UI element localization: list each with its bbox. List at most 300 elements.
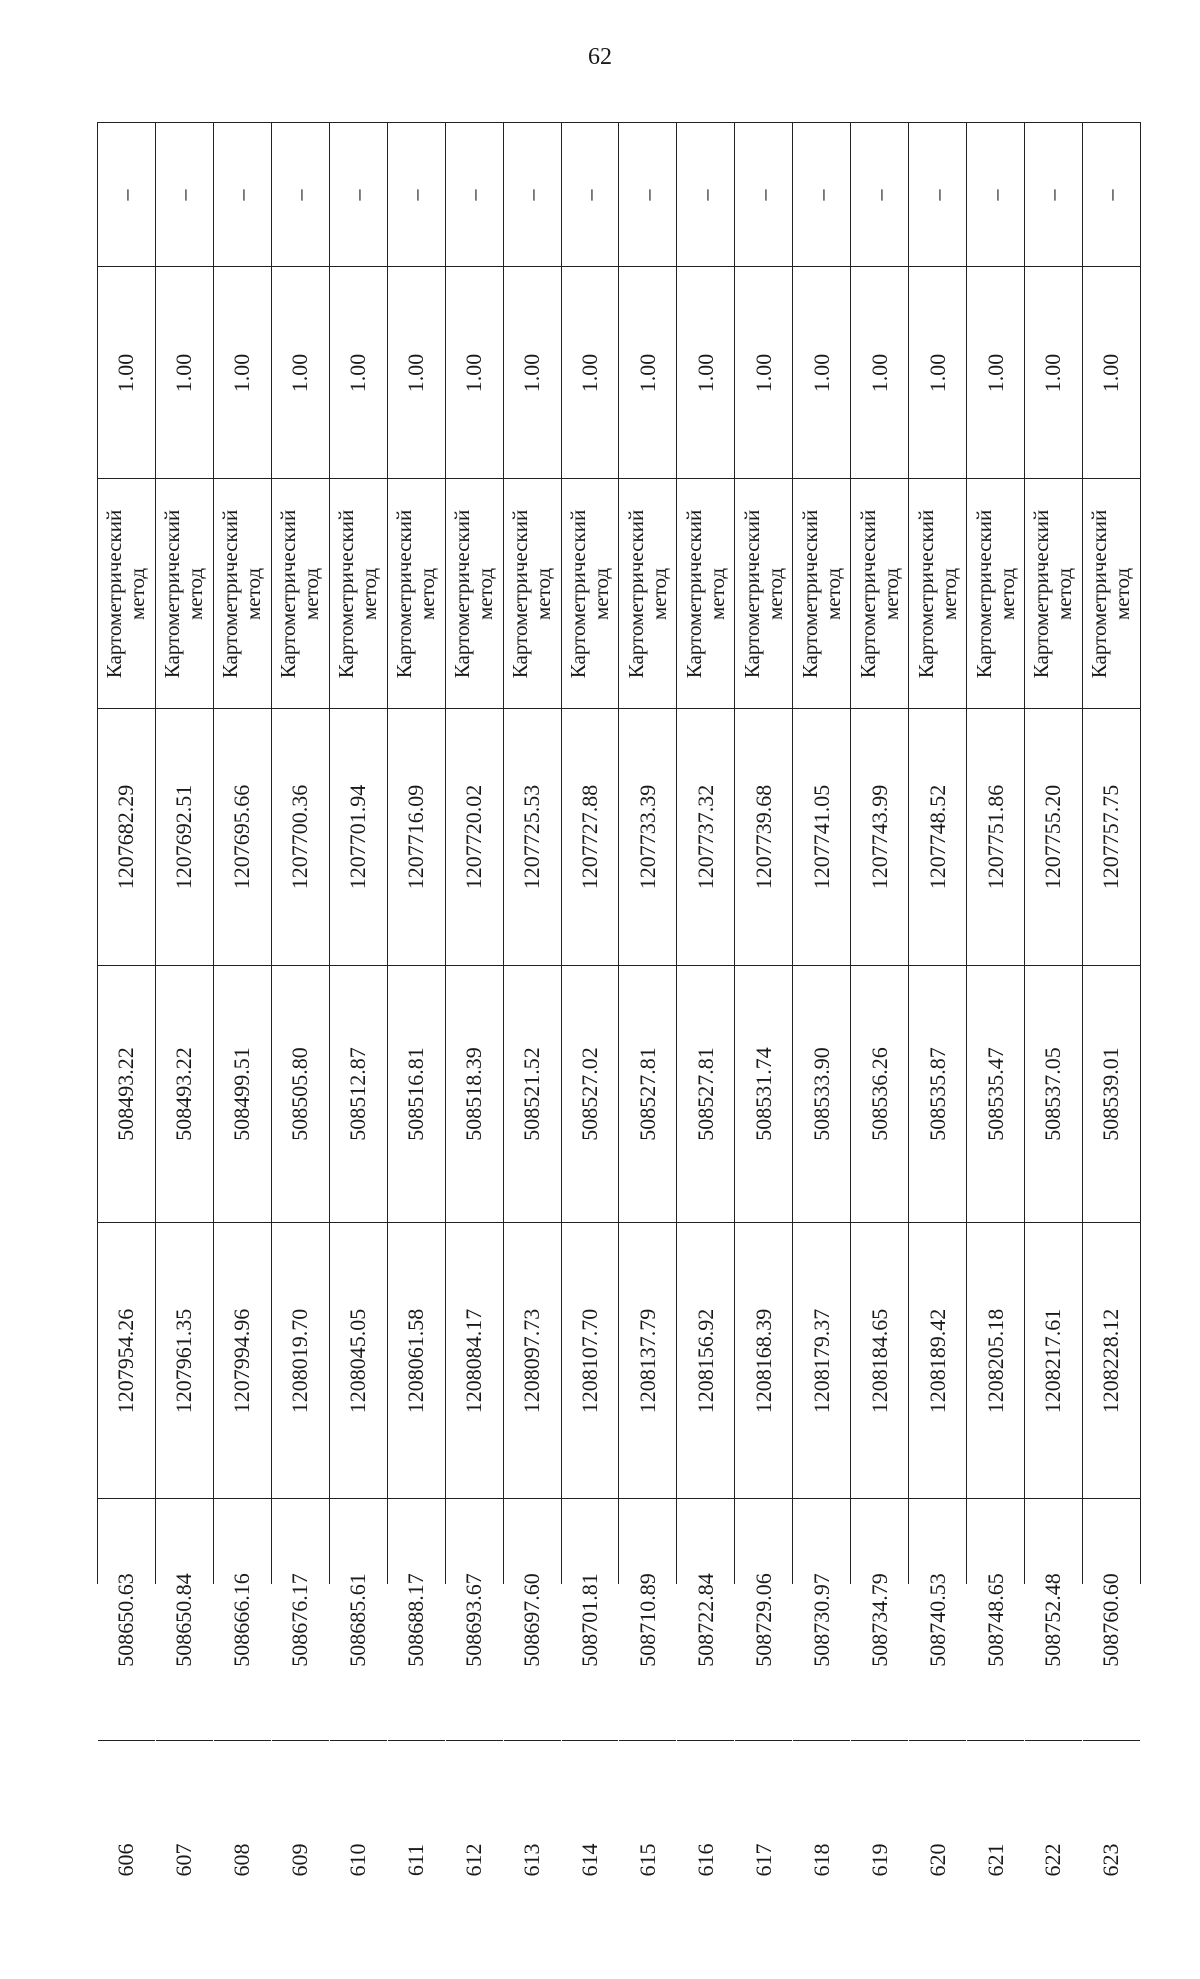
y1-cell (272, 1223, 329, 1499)
method-line-1: Картометрический (218, 509, 243, 678)
x1-cell-text: 508729.06 (750, 1572, 776, 1667)
y1-cell-text: 1208217.61 (1040, 1308, 1066, 1413)
note-cell (619, 123, 676, 267)
precision-cell-text: 1.00 (750, 353, 776, 392)
x2-cell-text: 508531.74 (750, 1047, 776, 1141)
y2-cell (793, 709, 850, 966)
y1-cell (98, 1223, 155, 1499)
y2-cell (1083, 709, 1140, 966)
method-line-1: Картометрический (276, 509, 301, 678)
method-line-2: метод (1110, 567, 1135, 620)
method-line-2: метод (936, 567, 961, 620)
y2-cell (562, 709, 619, 966)
y2-cell (619, 709, 676, 966)
x2-cell-text: 508535.87 (924, 1047, 950, 1141)
x2-cell (793, 966, 850, 1223)
y2-cell (446, 709, 503, 966)
y1-cell-text: 1208107.70 (576, 1308, 602, 1413)
note-cell-text: – (229, 189, 255, 200)
precision-cell-text: 1.00 (403, 353, 429, 392)
y2-cell-text: 1207695.66 (229, 784, 255, 890)
point-number-cell-text: 610 (345, 1843, 371, 1877)
x1-cell-text: 508730.97 (808, 1572, 834, 1667)
x1-cell-text: 508748.65 (982, 1572, 1008, 1667)
note-cell (735, 123, 792, 267)
point-number-cell (330, 1741, 387, 1979)
y2-cell (735, 709, 792, 966)
method-line-2: метод (241, 567, 266, 620)
precision-cell-text: 1.00 (345, 353, 371, 392)
x2-cell-text: 508505.80 (287, 1047, 313, 1141)
precision-cell (272, 267, 329, 479)
method-line-1: Картометрический (565, 509, 590, 678)
y1-cell (446, 1223, 503, 1499)
x2-cell-text: 508512.87 (345, 1047, 371, 1141)
x1-cell-text: 508722.84 (692, 1572, 718, 1667)
point-number-cell (504, 1741, 561, 1979)
precision-cell-text: 1.00 (113, 353, 139, 392)
method-line-2: метод (588, 567, 613, 620)
x1-cell (446, 1499, 503, 1741)
method-line-1: Картометрический (739, 509, 764, 678)
method-line-1: Картометрический (855, 509, 880, 678)
point-number-cell-text: 622 (1040, 1843, 1066, 1877)
y1-cell (214, 1223, 271, 1499)
note-cell (677, 123, 734, 267)
method-cell (1025, 479, 1082, 709)
x1-cell (388, 1499, 445, 1741)
point-number-cell (388, 1741, 445, 1979)
note-cell (330, 123, 387, 267)
method-line-2: метод (183, 567, 208, 620)
x2-cell-text: 508537.05 (1040, 1047, 1066, 1141)
y2-cell-text: 1207757.75 (1098, 784, 1124, 890)
x2-cell-text: 508527.02 (576, 1047, 602, 1141)
x1-cell (735, 1499, 792, 1741)
y1-cell (330, 1223, 387, 1499)
x2-cell-text: 508536.26 (866, 1047, 892, 1141)
y2-cell (330, 709, 387, 966)
note-cell (562, 123, 619, 267)
point-number-cell-text: 607 (171, 1843, 197, 1877)
method-cell (330, 479, 387, 709)
point-number-cell (967, 1741, 1024, 1979)
note-cell (98, 123, 155, 267)
point-number-cell-text: 615 (634, 1843, 660, 1877)
method-cell (98, 479, 155, 709)
note-cell-text: – (692, 189, 718, 200)
table-row (98, 123, 156, 1877)
x1-cell (619, 1499, 676, 1741)
note-cell (214, 123, 271, 267)
method-line-2: метод (762, 567, 787, 620)
method-line-1: Картометрический (1029, 509, 1054, 678)
y2-cell (967, 709, 1024, 966)
y2-cell-text: 1207748.52 (924, 784, 950, 890)
table-row (619, 123, 677, 1877)
y2-cell (504, 709, 561, 966)
x1-cell (214, 1499, 271, 1741)
precision-cell-text: 1.00 (866, 353, 892, 392)
method-line-2: метод (820, 567, 845, 620)
x1-cell-text: 508701.81 (576, 1572, 602, 1667)
x1-cell-text: 508666.16 (229, 1572, 255, 1667)
method-line-2: метод (357, 567, 382, 620)
y2-cell-text: 1207725.53 (519, 784, 545, 890)
point-number-cell-text: 613 (519, 1843, 545, 1877)
method-line-2: метод (473, 567, 498, 620)
x1-cell (851, 1499, 908, 1741)
note-cell (446, 123, 503, 267)
y2-cell-text: 1207733.39 (634, 784, 660, 890)
x1-cell (967, 1499, 1024, 1741)
precision-cell-text: 1.00 (576, 353, 602, 392)
note-cell-text: – (750, 189, 776, 200)
precision-cell-text: 1.00 (982, 353, 1008, 392)
y1-cell-text: 1208061.58 (403, 1308, 429, 1413)
y1-cell (793, 1223, 850, 1499)
x1-cell-text: 508710.89 (634, 1572, 660, 1667)
y2-cell-text: 1207692.51 (171, 784, 197, 890)
y1-cell-text: 1207954.26 (113, 1308, 139, 1413)
x1-cell (330, 1499, 387, 1741)
method-line-2: метод (1052, 567, 1077, 620)
x2-cell (619, 966, 676, 1223)
note-cell-text: – (982, 189, 1008, 200)
x2-cell-text: 508521.52 (519, 1047, 545, 1141)
precision-cell (967, 267, 1024, 479)
point-number-cell-text: 606 (113, 1843, 139, 1877)
table-row (1083, 123, 1141, 1877)
y2-cell-text: 1207739.68 (750, 784, 776, 890)
y2-cell-text: 1207716.09 (403, 784, 429, 890)
x2-cell (504, 966, 561, 1223)
method-line-1: Картометрический (681, 509, 706, 678)
y1-cell (677, 1223, 734, 1499)
x1-cell (504, 1499, 561, 1741)
method-line-1: Картометрический (508, 509, 533, 678)
x1-cell-text: 508734.79 (866, 1572, 892, 1667)
x2-cell-text: 508493.22 (171, 1047, 197, 1141)
method-line-2: метод (531, 567, 556, 620)
note-cell (793, 123, 850, 267)
table-row (214, 123, 272, 1877)
precision-cell (330, 267, 387, 479)
y2-cell-text: 1207751.86 (982, 784, 1008, 890)
method-cell (619, 479, 676, 709)
note-cell-text: – (576, 189, 602, 200)
note-cell-text: – (461, 189, 487, 200)
x1-cell (156, 1499, 213, 1741)
method-cell (851, 479, 908, 709)
table-row (446, 123, 504, 1877)
y1-cell-text: 1208205.18 (982, 1308, 1008, 1413)
method-line-2: метод (646, 567, 671, 620)
x2-cell (156, 966, 213, 1223)
y1-cell-text: 1208168.39 (750, 1308, 776, 1413)
note-cell (851, 123, 908, 267)
method-line-1: Картометрический (971, 509, 996, 678)
method-cell (909, 479, 966, 709)
x1-cell-text: 508676.17 (287, 1572, 313, 1667)
x2-cell (677, 966, 734, 1223)
precision-cell-text: 1.00 (287, 353, 313, 392)
y1-cell (967, 1223, 1024, 1499)
x2-cell (1083, 966, 1140, 1223)
method-line-1: Картометрический (623, 509, 648, 678)
coordinates-table (97, 122, 1141, 1877)
x1-cell-text: 508650.84 (171, 1572, 197, 1667)
y1-cell-text: 1207994.96 (229, 1308, 255, 1413)
point-number-cell-text: 616 (692, 1843, 718, 1877)
point-number-cell-text: 612 (461, 1843, 487, 1877)
x1-cell (909, 1499, 966, 1741)
y1-cell-text: 1208189.42 (924, 1308, 950, 1413)
precision-cell-text: 1.00 (229, 353, 255, 392)
precision-cell (677, 267, 734, 479)
y1-cell (156, 1223, 213, 1499)
method-line-1: Картометрический (160, 509, 185, 678)
x2-cell-text: 508499.51 (229, 1047, 255, 1141)
method-line-1: Картометрический (913, 509, 938, 678)
method-line-2: метод (878, 567, 903, 620)
precision-cell-text: 1.00 (692, 353, 718, 392)
y2-cell-text: 1207741.05 (808, 784, 834, 890)
point-number-cell (851, 1741, 908, 1979)
note-cell (967, 123, 1024, 267)
x2-cell-text: 508527.81 (634, 1047, 660, 1141)
y1-cell (1083, 1223, 1140, 1499)
y1-cell-text: 1208019.70 (287, 1308, 313, 1413)
y1-cell (1025, 1223, 1082, 1499)
method-line-2: метод (415, 567, 440, 620)
method-cell (156, 479, 213, 709)
point-number-cell (1083, 1741, 1140, 1979)
point-number-cell (156, 1741, 213, 1979)
point-number-cell (735, 1741, 792, 1979)
method-line-1: Картометрический (797, 509, 822, 678)
note-cell-text: – (519, 189, 545, 200)
note-cell (272, 123, 329, 267)
table-row (851, 123, 909, 1877)
precision-cell-text: 1.00 (808, 353, 834, 392)
method-cell (793, 479, 850, 709)
y2-cell-text: 1207727.88 (576, 784, 602, 890)
y1-cell-text: 1208184.65 (866, 1308, 892, 1413)
x1-cell-text: 508760.60 (1098, 1572, 1124, 1667)
table-row (156, 123, 214, 1877)
y1-cell-text: 1208097.73 (519, 1308, 545, 1413)
x1-cell (793, 1499, 850, 1741)
y1-cell-text: 1207961.35 (171, 1308, 197, 1413)
precision-cell-text: 1.00 (1040, 353, 1066, 392)
point-number-cell (446, 1741, 503, 1979)
point-number-cell-text: 608 (229, 1843, 255, 1877)
y2-cell (214, 709, 271, 966)
point-number-cell (677, 1741, 734, 1979)
x1-cell (562, 1499, 619, 1741)
y2-cell-text: 1207737.32 (692, 784, 718, 890)
note-cell-text: – (287, 189, 313, 200)
page-number: 62 (588, 44, 612, 70)
x2-cell (967, 966, 1024, 1223)
precision-cell (909, 267, 966, 479)
x2-cell (909, 966, 966, 1223)
method-line-2: метод (299, 567, 324, 620)
point-number-cell-text: 621 (982, 1843, 1008, 1877)
y2-cell-text: 1207743.99 (866, 784, 892, 890)
method-line-1: Картометрический (102, 509, 127, 678)
precision-cell (1025, 267, 1082, 479)
method-cell (735, 479, 792, 709)
x1-cell-text: 508697.60 (519, 1572, 545, 1667)
note-cell (156, 123, 213, 267)
point-number-cell-text: 611 (403, 1843, 429, 1877)
point-number-cell-text: 617 (750, 1843, 776, 1877)
precision-cell (214, 267, 271, 479)
method-cell (388, 479, 445, 709)
note-cell-text: – (924, 189, 950, 200)
method-line-1: Картометрический (392, 509, 417, 678)
y1-cell (735, 1223, 792, 1499)
note-cell-text: – (866, 189, 892, 200)
x2-cell-text: 508539.01 (1098, 1047, 1124, 1141)
table-row (330, 123, 388, 1877)
point-number-cell-text: 619 (866, 1843, 892, 1877)
y1-cell-text: 1208179.37 (808, 1308, 834, 1413)
y2-cell (677, 709, 734, 966)
method-cell (214, 479, 271, 709)
note-cell-text: – (808, 189, 834, 200)
note-cell-text: – (1040, 189, 1066, 200)
x1-cell-text: 508752.48 (1040, 1572, 1066, 1667)
x1-cell (272, 1499, 329, 1741)
y1-cell-text: 1208156.92 (692, 1308, 718, 1413)
method-cell (272, 479, 329, 709)
x2-cell-text: 508535.47 (982, 1047, 1008, 1141)
x2-cell (851, 966, 908, 1223)
x2-cell (446, 966, 503, 1223)
x2-cell (735, 966, 792, 1223)
table-row (562, 123, 620, 1877)
x2-cell (98, 966, 155, 1223)
point-number-cell (562, 1741, 619, 1979)
y1-cell (619, 1223, 676, 1499)
precision-cell (851, 267, 908, 479)
precision-cell (156, 267, 213, 479)
y2-cell-text: 1207701.94 (345, 784, 371, 890)
note-cell (1083, 123, 1140, 267)
x2-cell (388, 966, 445, 1223)
note-cell-text: – (403, 189, 429, 200)
x1-cell-text: 508685.61 (345, 1572, 371, 1667)
x2-cell-text: 508518.39 (461, 1047, 487, 1141)
point-number-cell (909, 1741, 966, 1979)
y2-cell (1025, 709, 1082, 966)
y2-cell-text: 1207720.02 (461, 784, 487, 890)
note-cell-text: – (634, 189, 660, 200)
method-line-1: Картометрический (1087, 509, 1112, 678)
method-cell (967, 479, 1024, 709)
method-cell (1083, 479, 1140, 709)
table-row (272, 123, 330, 1877)
x1-cell-text: 508693.67 (461, 1572, 487, 1667)
table-row (504, 123, 562, 1877)
precision-cell (388, 267, 445, 479)
y2-cell-text: 1207700.36 (287, 784, 313, 890)
x2-cell-text: 508493.22 (113, 1047, 139, 1141)
precision-cell-text: 1.00 (924, 353, 950, 392)
y2-cell (156, 709, 213, 966)
point-number-cell-text: 614 (576, 1843, 602, 1877)
point-number-cell (98, 1741, 155, 1979)
precision-cell-text: 1.00 (1098, 353, 1124, 392)
table-row (735, 123, 793, 1877)
y2-cell (909, 709, 966, 966)
y2-cell (388, 709, 445, 966)
method-cell (504, 479, 561, 709)
precision-cell-text: 1.00 (461, 353, 487, 392)
note-cell-text: – (171, 189, 197, 200)
note-cell-text: – (345, 189, 371, 200)
y1-cell-text: 1208137.79 (634, 1308, 660, 1413)
x1-cell (1083, 1499, 1140, 1741)
y2-cell-text: 1207755.20 (1040, 784, 1066, 890)
x2-cell-text: 508516.81 (403, 1047, 429, 1141)
table-row (793, 123, 851, 1877)
point-number-cell (214, 1741, 271, 1979)
precision-cell (735, 267, 792, 479)
precision-cell-text: 1.00 (634, 353, 660, 392)
y2-cell-text: 1207682.29 (113, 784, 139, 890)
y1-cell (909, 1223, 966, 1499)
point-number-cell (619, 1741, 676, 1979)
point-number-cell-text: 618 (808, 1843, 834, 1877)
y1-cell (851, 1223, 908, 1499)
table-row (388, 123, 446, 1877)
note-cell (1025, 123, 1082, 267)
point-number-cell-text: 609 (287, 1843, 313, 1877)
x1-cell (1025, 1499, 1082, 1741)
note-cell-text: – (1098, 189, 1124, 200)
point-number-cell (793, 1741, 850, 1979)
y1-cell-text: 1208045.05 (345, 1308, 371, 1413)
method-cell (562, 479, 619, 709)
note-cell (388, 123, 445, 267)
precision-cell (562, 267, 619, 479)
table-row (1025, 123, 1083, 1877)
x2-cell (330, 966, 387, 1223)
point-number-cell-text: 620 (924, 1843, 950, 1877)
precision-cell (98, 267, 155, 479)
y1-cell-text: 1208228.12 (1098, 1308, 1124, 1413)
precision-cell-text: 1.00 (519, 353, 545, 392)
method-line-2: метод (704, 567, 729, 620)
precision-cell-text: 1.00 (171, 353, 197, 392)
y1-cell-text: 1208084.17 (461, 1308, 487, 1413)
point-number-cell (272, 1741, 329, 1979)
y1-cell (562, 1223, 619, 1499)
method-line-1: Картометрический (334, 509, 359, 678)
y2-cell (98, 709, 155, 966)
y2-cell (851, 709, 908, 966)
y1-cell (504, 1223, 561, 1499)
x2-cell (562, 966, 619, 1223)
table-row (967, 123, 1025, 1877)
x2-cell (1025, 966, 1082, 1223)
x2-cell (272, 966, 329, 1223)
precision-cell (619, 267, 676, 479)
